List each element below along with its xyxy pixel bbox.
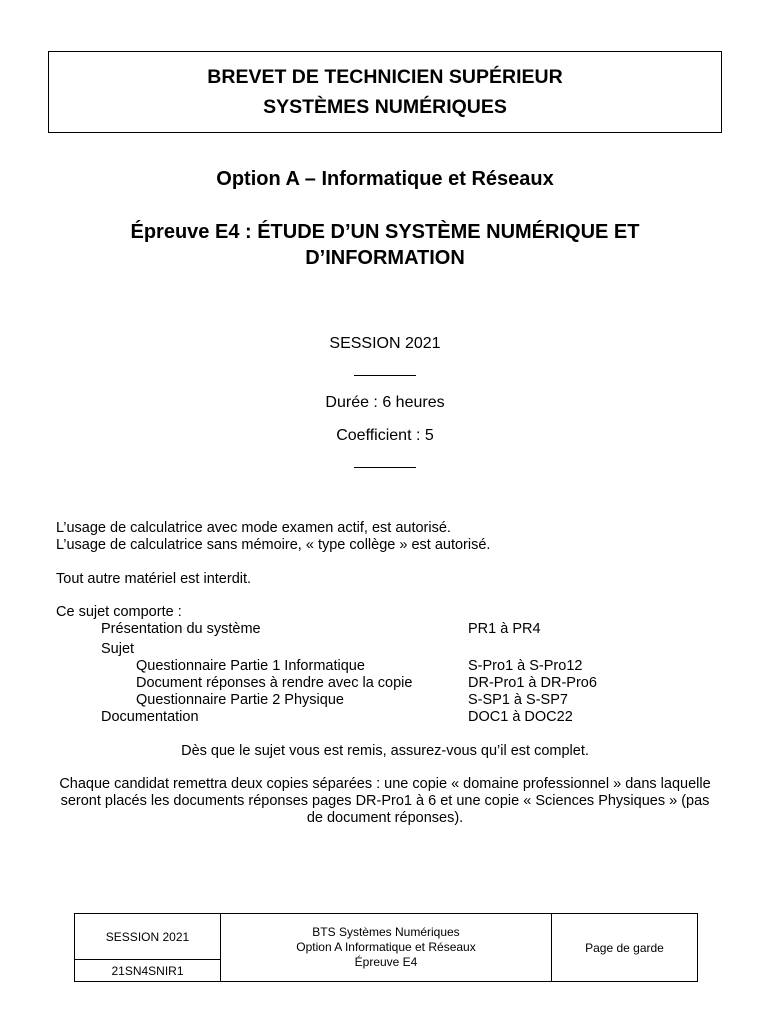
materials-rule: Tout autre matériel est interdit.	[56, 571, 252, 587]
header-box	[48, 51, 722, 133]
separator-rule	[354, 375, 416, 376]
epreuve-title	[0, 219, 770, 271]
calculator-rule-1: L’usage de calculatrice avec mode examen actif, est autorisé.	[56, 520, 451, 536]
contents-item-label: Sujet	[101, 641, 135, 657]
footer-page-label: Page de garde	[552, 914, 698, 982]
contents-item-ref: DOC1 à DOC22	[468, 709, 573, 725]
contents-item-ref: S-Pro1 à S-Pro12	[468, 658, 583, 674]
footer-session: SESSION 2021	[75, 914, 221, 960]
contents-item-ref: PR1 à PR4	[468, 621, 541, 637]
header-title-line2: SYSTÈMES NUMÉRIQUES	[263, 96, 507, 118]
coefficient-label: Coefficient : 5	[336, 427, 434, 444]
contents-item-label: Document réponses à rendre avec la copie	[136, 675, 413, 691]
footer-exam-info	[221, 914, 552, 982]
footer-code: 21SN4SNIR1	[75, 960, 221, 982]
footer-table	[74, 913, 698, 982]
option-title: Option A – Informatique et Réseaux	[216, 168, 554, 190]
contents-item-ref: DR-Pro1 à DR-Pro6	[468, 675, 597, 691]
copies-instructions: Chaque candidat remettra deux copies séparées : une copie « domaine professionnel » dans laquelle seront placés les documents réponses pages DR-Pro1 à 6 et une copie « Sciences Physiques » (pas de document réponses).	[59, 776, 711, 826]
contents-item-label: Questionnaire Partie 1 Informatique	[136, 658, 365, 674]
header-title-line1: BREVET DE TECHNICIEN SUPÉRIEUR	[207, 66, 563, 88]
duration-label: Durée : 6 heures	[325, 394, 445, 411]
epreuve-title-line2: D’INFORMATION	[305, 247, 465, 269]
calculator-rule-2: L’usage de calculatrice sans mémoire, « type collège » est autorisé.	[56, 537, 491, 553]
contents-intro: Ce sujet comporte :	[56, 604, 182, 620]
footer-option: Option A Informatique et Réseaux	[296, 940, 476, 954]
completeness-notice: Dès que le sujet vous est remis, assurez-vous qu’il est complet.	[181, 743, 589, 759]
contents-item-ref: S-SP1 à S-SP7	[468, 692, 568, 708]
contents-item-label: Documentation	[101, 709, 199, 725]
footer-bts: BTS Systèmes Numériques	[312, 925, 460, 939]
separator-rule	[354, 467, 416, 468]
contents-item-label: Questionnaire Partie 2 Physique	[136, 692, 344, 708]
footer-epreuve: Épreuve E4	[354, 955, 418, 969]
contents-item-label: Présentation du système	[101, 621, 261, 637]
session-label: SESSION 2021	[329, 335, 441, 352]
epreuve-title-line1: Épreuve E4 : ÉTUDE D’UN SYSTÈME NUMÉRIQUE ET	[130, 221, 640, 243]
